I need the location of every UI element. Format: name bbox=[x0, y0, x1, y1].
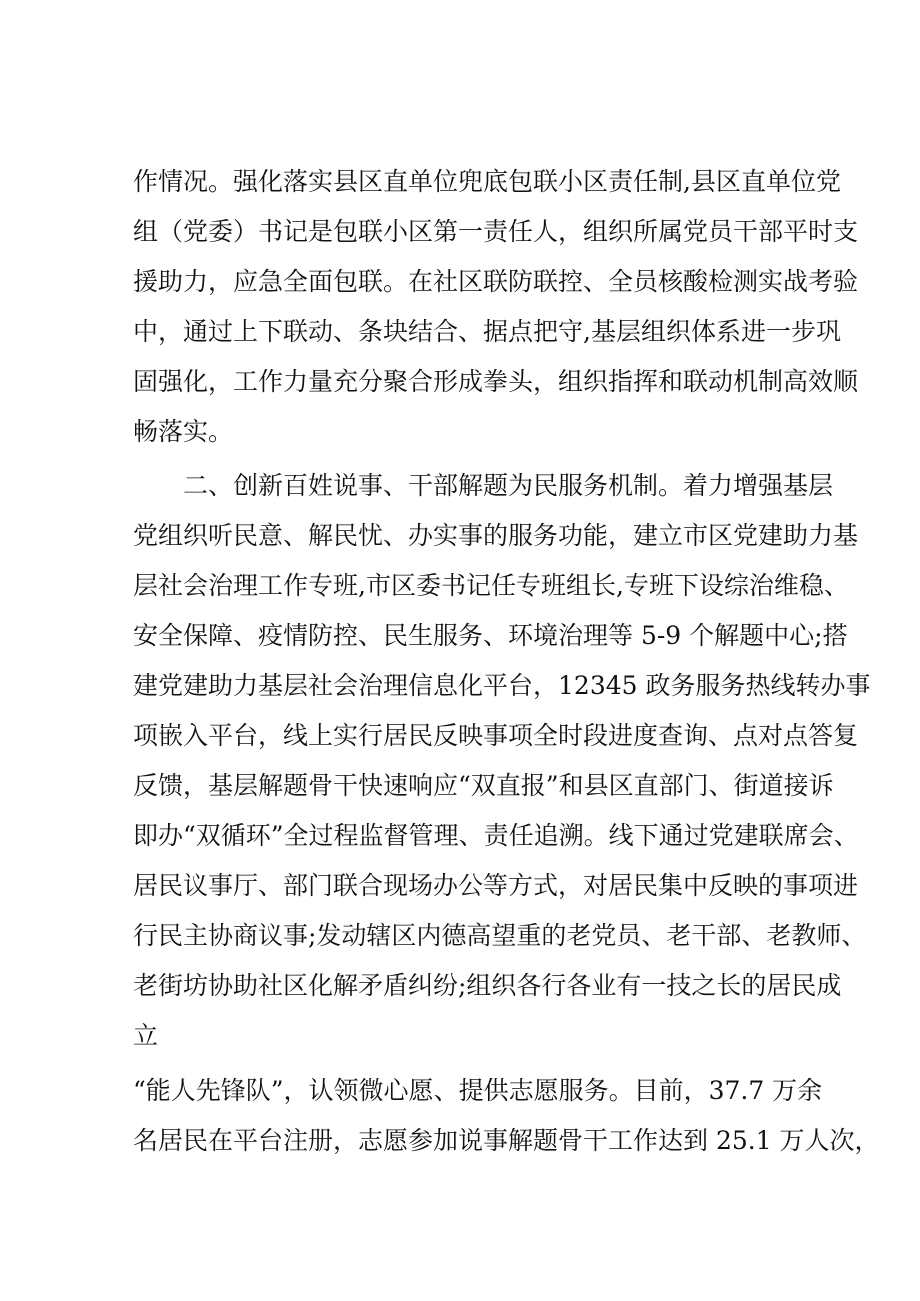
paragraph-1-line-1: 作情况。强化落实县区直单位兜底包联小区责任制,县区直单位党 bbox=[133, 167, 841, 196]
paragraph-2-line-6: 项嵌入平台，线上实行居民反映事项全时段进度查询、点对点答复 bbox=[133, 721, 859, 750]
paragraph-2-line-12: 立 bbox=[133, 1021, 159, 1050]
paragraph-2-line-4: 安全保障、疫情防控、民生服务、环境治理等 5-9 个解题中心;搭 bbox=[133, 621, 848, 650]
paragraph-1-line-3: 援助力，应急全面包联。在社区联防联控、全员核酸检测实战考验 bbox=[133, 267, 859, 296]
paragraph-1-line-4: 中，通过上下联动、条块结合、据点把守,基层组织体系进一步巩 bbox=[133, 317, 841, 346]
paragraph-2-line-2: 党组织听民意、解民忧、办实事的服务功能，建立市区党建助力基 bbox=[133, 521, 859, 550]
paragraph-2-line-11: 老街坊协助社区化解矛盾纠纷;组织各行各业有一技之长的居民成 bbox=[133, 971, 842, 1000]
paragraph-3-line-2: 名居民在平台注册，志愿参加说事解题骨干工作达到 25.1 万人次， bbox=[133, 1126, 880, 1155]
paragraph-2-line-10: 行民主协商议事;发动辖区内德高望重的老党员、老干部、老教师、 bbox=[133, 921, 867, 950]
paragraph-1-line-2: 组（党委）书记是包联小区第一责任人，组织所属党员干部平时支 bbox=[133, 217, 859, 246]
paragraph-1-line-5: 固强化，工作力量充分聚合形成拳头，组织指挥和联动机制高效顺 bbox=[133, 367, 859, 396]
paragraph-2-line-7: 反馈，基层解题骨干快速响应“双直报”和县区直部门、街道接诉 bbox=[133, 771, 834, 800]
paragraph-3-line-1: “能人先锋队”，认领微心愿、提供志愿服务。目前，37.7 万余 bbox=[133, 1076, 823, 1105]
paragraph-2-line-9: 居民议事厅、部门联合现场办公等方式，对居民集中反映的事项进 bbox=[133, 871, 859, 900]
paragraph-2-line-8: 即办“双循环”全过程监督管理、责任追溯。线下通过党建联席会、 bbox=[133, 821, 859, 850]
paragraph-2-line-1: 二、创新百姓说事、干部解题为民服务机制。着力增强基层 bbox=[183, 471, 834, 500]
paragraph-2-line-3: 层社会治理工作专班,市区委书记任专班组长,专班下设综治维稳、 bbox=[133, 571, 849, 600]
paragraph-1-line-6: 畅落实。 bbox=[133, 417, 234, 446]
paragraph-2-line-5: 建党建助力基层社会治理信息化平台，12345 政务服务热线转办事 bbox=[133, 671, 871, 700]
